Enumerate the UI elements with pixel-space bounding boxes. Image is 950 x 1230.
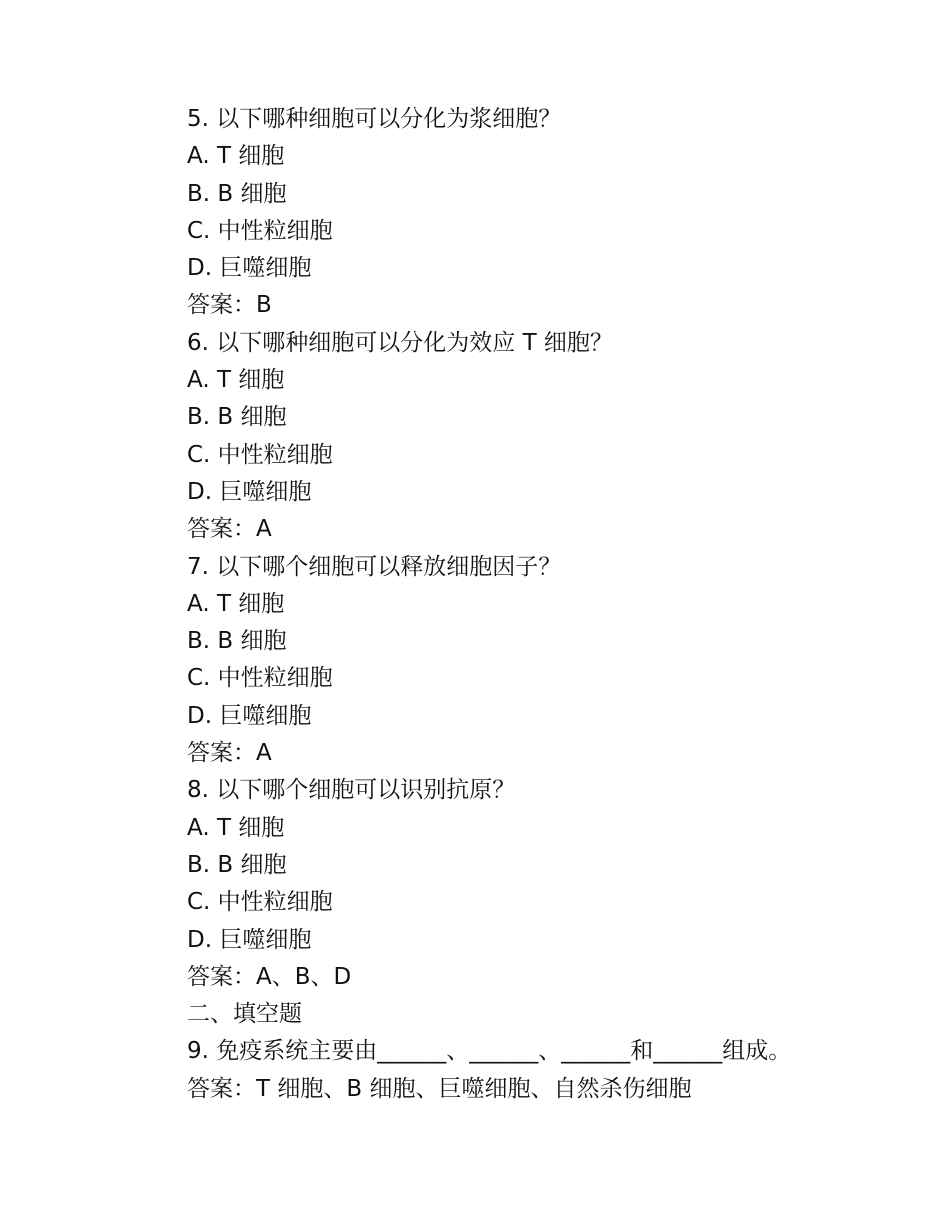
question-stem: 5. 以下哪种细胞可以分化为浆细胞？ — [187, 106, 562, 132]
answer-line: 答案：A、B、D — [187, 963, 352, 990]
option-a: A. T 细胞 — [187, 814, 285, 841]
answer-line: 答案：T 细胞、B 细胞、巨噬细胞、自然杀伤细胞 — [187, 1075, 692, 1102]
option-a: A. T 细胞 — [187, 590, 285, 617]
option-c: C. 中性粒细胞 — [187, 217, 333, 244]
section-title: 二、填空题 — [187, 1001, 302, 1028]
option-b: B. B 细胞 — [187, 180, 287, 207]
option-d: D. 巨噬细胞 — [187, 926, 312, 953]
option-c: C. 中性粒细胞 — [187, 665, 333, 692]
option-d: D. 巨噬细胞 — [187, 702, 312, 729]
option-d: D. 巨噬细胞 — [187, 478, 312, 505]
answer-line: 答案：A — [187, 516, 272, 543]
question-block-6 — [187, 325, 887, 549]
question-stem: 7. 以下哪个细胞可以释放细胞因子？ — [187, 553, 562, 580]
answer-line: 答案：B — [187, 292, 272, 319]
fill-in-section — [187, 996, 887, 1108]
question-stem: 8. 以下哪个细胞可以识别抗原？ — [187, 777, 516, 804]
option-b: B. B 细胞 — [187, 851, 287, 878]
question-block-7 — [187, 549, 887, 773]
question-stem: 6. 以下哪种细胞可以分化为效应 T 细胞？ — [187, 329, 613, 356]
document-content — [187, 101, 887, 1108]
answer-line: 答案：A — [187, 740, 272, 767]
option-b: B. B 细胞 — [187, 404, 287, 431]
option-d: D. 巨噬细胞 — [187, 255, 312, 282]
option-a: A. T 细胞 — [187, 143, 285, 170]
question-block-8 — [187, 772, 887, 996]
question-block-5 — [187, 101, 887, 325]
option-c: C. 中性粒细胞 — [187, 889, 333, 916]
option-b: B. B 细胞 — [187, 628, 287, 655]
option-a: A. T 细胞 — [187, 367, 285, 394]
question-stem: 9. 免疫系统主要由______、______、______和______组成。 — [187, 1038, 792, 1065]
option-c: C. 中性粒细胞 — [187, 441, 333, 468]
